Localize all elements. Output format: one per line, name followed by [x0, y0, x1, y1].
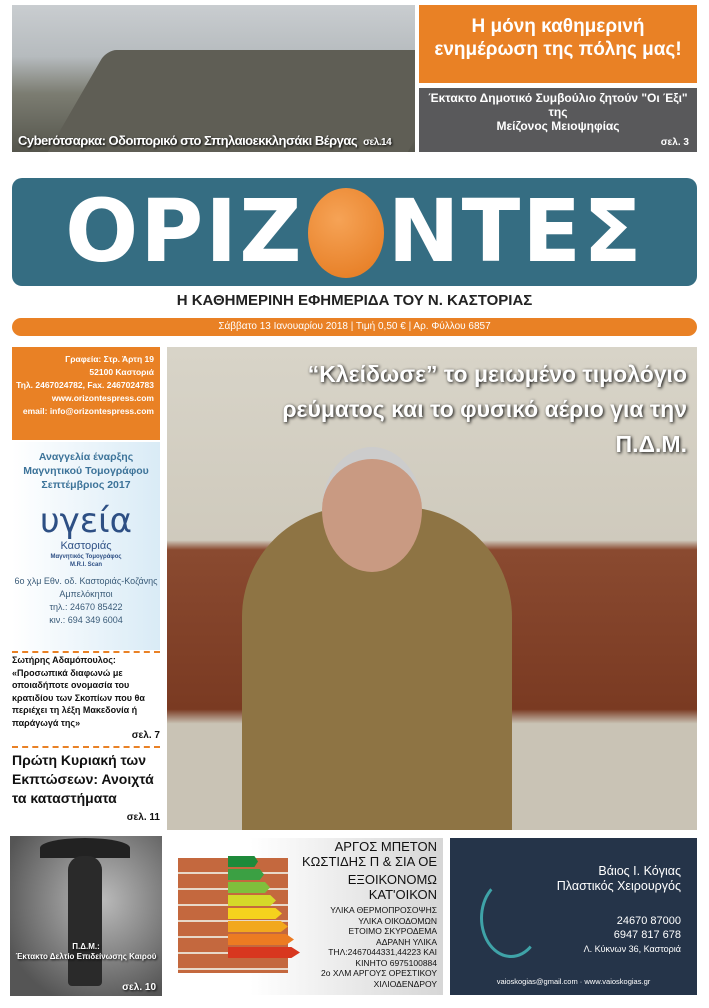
- page-ref: σελ. 10: [122, 982, 156, 993]
- headline-line: Π.Δ.Μ.: [615, 431, 687, 457]
- main-story[interactable]: [167, 347, 697, 830]
- article-text: Σωτήρης Αδαμόπουλος: «Προσωπικά διαφωνώ με οποιαδήποτε ονομασία του κρατιδίου των Σκοπίων που θα περιέχει τη λέξη Μακεδονία ή παράγωγά της»: [12, 655, 145, 728]
- top-story-photo[interactable]: [12, 5, 415, 152]
- umbrella-image: [40, 838, 130, 858]
- website-link[interactable]: www.orizontespress.com: [51, 393, 154, 403]
- ad-heading: Σεπτέμβριος 2017: [41, 479, 131, 491]
- contact-line: Τηλ. 2467024782, Fax. 2467024783: [16, 380, 154, 390]
- top-story-caption[interactable]: [18, 133, 411, 148]
- ygeia-logo: υγεία: [39, 501, 133, 541]
- ygeia-tag: Μαγνητικός Τομογράφος: [50, 554, 122, 560]
- address: Λ. Κύκνων 36, Καστοριά: [583, 944, 681, 954]
- contact-line: 52100 Καστοριά: [89, 367, 154, 377]
- page-ref: σελ. 3: [660, 137, 689, 148]
- ad-title: ΕΞΟΙΚΟΝΟΜΩ: [347, 872, 437, 887]
- headline-line: “Κλείδωσε” το μειωμένο τιμολόγιο: [307, 361, 687, 387]
- headline-line: ρεύματος και το φυσικό αέριο για την: [282, 396, 687, 422]
- ad-title: ΚΩΣΤΙΔΗΣ Π & ΣΙΑ ΟΕ: [302, 854, 437, 869]
- divider: [12, 746, 160, 748]
- ygeia-ad[interactable]: [12, 442, 160, 650]
- story-line: Μείζονος Μειοψηφίας: [496, 119, 620, 133]
- ad-heading: Μαγνητικού Τομογράφου: [23, 465, 149, 477]
- ad-title: ΚΑΤ'ΟΙΚΟΝ: [368, 887, 437, 902]
- phone: 24670 87000: [616, 915, 681, 927]
- issue-date-bar: Σάββατο 13 Ιανουαρίου 2018 | Τιμή 0,50 € | Αρ. Φύλλου 6857: [12, 318, 697, 336]
- caption-line: Έκτακτο Δελτίο Επιδείνωσης Καιρού: [15, 952, 157, 961]
- contact-box: [12, 347, 160, 440]
- doctor-name: Βάιος Ι. Κόγιας: [598, 864, 681, 878]
- contact-line: Γραφεία: Στρ. Άρτη 19: [65, 354, 154, 364]
- ad-heading: Αναγγελία έναρξης: [38, 451, 134, 463]
- promo-line: ενημέρωση της πόλης μας!: [434, 39, 682, 60]
- caption-line: Π.Δ.Μ.:: [72, 942, 100, 951]
- promo-banner: [419, 5, 697, 83]
- article-adamopoulos[interactable]: [12, 654, 160, 742]
- ad-mobile: κιν.: 694 349 6004: [49, 615, 123, 625]
- kogias-ad[interactable]: [450, 838, 697, 995]
- doctor-title: Πλαστικός Χειρουργός: [556, 879, 681, 893]
- main-headline[interactable]: [282, 357, 687, 462]
- weather-story-photo[interactable]: [10, 836, 162, 996]
- ad-line: ΥΛΙΚΑ ΘΕΡΜΟΠΡΟΣΟΨΗΣ: [330, 905, 437, 915]
- article-sales[interactable]: [12, 751, 160, 824]
- orange-o-icon: [308, 188, 384, 278]
- page-ref: σελ. 11: [126, 812, 160, 823]
- page-ref: σελ. 7: [131, 730, 160, 741]
- ygeia-tag: M.R.I. Scan: [69, 562, 102, 568]
- argos-beton-ad[interactable]: [168, 838, 443, 995]
- figure-image: [68, 856, 102, 986]
- ad-line: ΤΗΛ:2467044331,44223 ΚΑΙ: [328, 947, 437, 957]
- ad-line: ΚΙΝΗΤΟ 6975100884: [355, 957, 437, 968]
- energy-rating-icon: [228, 856, 300, 960]
- logo-text: ΝΤΕΣ: [387, 182, 644, 282]
- ad-address: 6ο χλμ Εθν. οδ. Καστοριάς-Κοζάνης: [14, 576, 158, 586]
- ad-line: ΥΛΙΚΑ ΟΙΚΟΔΟΜΩΝ: [358, 915, 437, 926]
- ad-phone: τηλ.: 24670 85422: [49, 602, 123, 612]
- ad-line: ΑΔΡΑΝΗ ΥΛΙΚΑ: [376, 936, 437, 947]
- email-website[interactable]: vaioskogias@gmail.com · www.vaioskogias.gr: [496, 977, 651, 986]
- logo-text: ΟΡΙΖ: [65, 182, 304, 282]
- article-text: Πρώτη Κυριακή των Εκπτώσεων: Ανοιχτά τα καταστήματα: [12, 752, 154, 806]
- divider: [12, 651, 160, 653]
- ad-address: Αμπελόκηποι: [59, 589, 113, 599]
- story-line: Έκτακτο Δημοτικό Συμβούλιο ζητούν "Οι Έξι" της: [428, 91, 688, 119]
- promo-line: Η μόνη καθημερινή: [471, 16, 645, 37]
- email-link[interactable]: email: info@orizontespress.com: [22, 406, 154, 416]
- ad-line: 2ο ΧΛΜ ΑΡΓΟΥΣ ΟΡΕΣΤΙΚΟΥ: [321, 968, 437, 978]
- caption-text: Cyberότσαρκα: Οδοιπορικό στο Σπηλαιοεκκλησάκι Βέργας: [18, 133, 358, 148]
- council-story[interactable]: [419, 88, 697, 152]
- mobile: 6947 817 678: [613, 929, 681, 941]
- ad-line: ΧΙΛΙΟΔΕΝΔΡΟΥ: [373, 978, 437, 989]
- masthead-logo: [12, 178, 697, 286]
- silhouette-logo-icon: [480, 878, 542, 958]
- page-ref: σελ.14: [363, 137, 392, 148]
- man-head: [322, 447, 422, 572]
- tagline: Η ΚΑΘΗΜΕΡΙΝΗ ΕΦΗΜΕΡΙΔΑ ΤΟΥ Ν. ΚΑΣΤΟΡΙΑΣ: [176, 292, 533, 309]
- ygeia-logo-sub: Καστοριάς: [60, 540, 112, 552]
- ad-title: ΑΡΓΟΣ ΜΠΕΤΟΝ: [334, 839, 437, 854]
- ad-line: ΕΤΟΙΜΟ ΣΚΥΡΟΔΕΜΑ: [348, 926, 437, 936]
